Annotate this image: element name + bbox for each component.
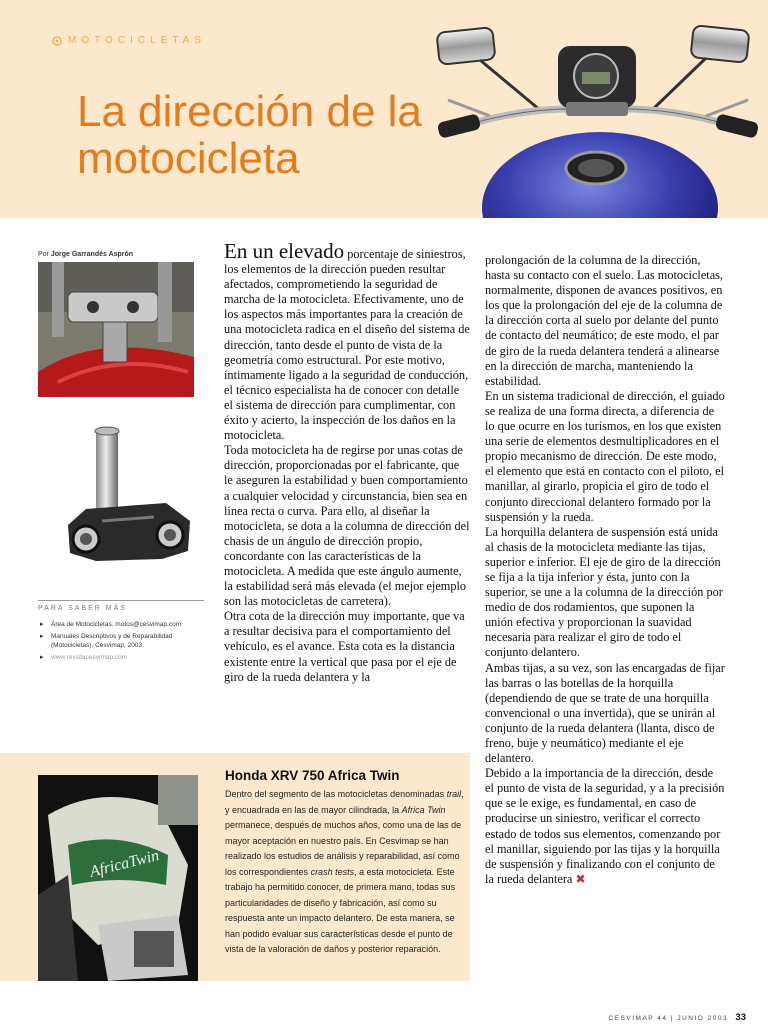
end-mark-icon: ✖ xyxy=(575,871,586,886)
list-item: ▸ Manuales Descriptivos y de Reparabilidad (Motocicletas). Cesvimap, 2003 xyxy=(38,632,204,650)
honda-title: Honda XRV 750 Africa Twin xyxy=(225,768,400,783)
article-column-3 xyxy=(485,253,725,887)
author-byline xyxy=(38,251,133,258)
list-item[interactable]: ▸ Área de Motocicletas. motos@cesvimap.com xyxy=(38,620,204,629)
lead-in: En un elevado xyxy=(224,239,345,263)
article-paragraph: La horquilla delantera de suspensión está unida al chasis de la motocicleta mediante las tijas, superior e inferior. El eje de giro de la dirección se fija a la tija inferior y ésta, junto con la superior, se une a la columna de la dirección por medio de dos rodamientos, que suponen la unión efectiva y proporcionan la suavidad necesaria para realizar el giro de todo el conjunto delantero. xyxy=(485,524,723,660)
page-title: La dirección de la motocicleta xyxy=(77,87,422,183)
page-footer xyxy=(609,1012,746,1023)
further-reading-list xyxy=(38,620,204,662)
target-icon xyxy=(52,36,62,46)
article-paragraph: En un elevado porcentaje de siniestros, los elementos de la dirección pueden resultar afectados, comprometiendo la seguridad de marcha de la motocicleta. Efectivamente, uno de los aspectos más importantes para la creación de una motocicleta radica en el diseño del sistema de dirección, tanto desde el punto de vista de la geometría como estructural. Por este motivo, íntimamente ligado a la seguridad de conducción, el técnico especialista ha de conocer con detalle el sistema de dirección para cumplimentar, con éxito y acierto, la inspección de los daños en la motocicleta. xyxy=(224,239,470,443)
article-paragraph: Debido a la importancia de la dirección, desde el punto de vista de la seguridad, y a la precisión que se le exige, es fundamental, en caso de producirse un siniestro, verificar el correcto estado de todos sus elementos, comenzando por el manillar, siguiendo por las tijas y la horquilla de suspensión y finalizando con el conjunto de la rueda delantera ✖ xyxy=(485,766,725,886)
africa-twin-photo xyxy=(38,775,198,981)
article-paragraph: Toda motocicleta ha de regirse por unas cotas de dirección, proporcionadas por el fabricante, que le aseguren la estabilidad y buen comportamiento a cualquier velocidad y circunstancia, bien sea en línea recta o curva. Para ello, al diseñar la motocicleta, se dota a la columna de dirección del chasis de un ángulo de dirección propio, concordante con las características de la motocicleta. A medida que este ángulo aumente, la estabilidad será más elevada (el mejor ejemplo son las motocicletas de carretera). xyxy=(224,443,470,609)
issue-label: CESVIMAP 44 | JUNIO 2003 xyxy=(608,1015,729,1022)
article-paragraph: Ambas tijas, a su vez, son las encargadas de fijar las barras o las botellas de la horquilla (dependiendo de que se trate de una horquilla convencional o una invertida), que se unirán al conjunto de la rueda delantera (llanta, disco de freno, buje y neumático) mediante el eje delantero. xyxy=(485,660,725,766)
motorcycle-handlebar-photo xyxy=(430,18,768,218)
author-name: Jorge Garrandés Asprón xyxy=(50,251,134,258)
article-paragraph: Otra cota de la dirección muy importante, que va a resultar decisiva para el comportamiento del vehículo, es el avance. Esta cota es la distancia existente entre la vertical que pasa por el eje de giro de la rueda delantera y la xyxy=(224,609,465,684)
header-band xyxy=(0,0,768,218)
website-link[interactable]: ▸ www.revistacesvimap.com xyxy=(38,653,204,662)
svg-text:AfricaTwin: AfricaTwin xyxy=(88,847,161,881)
article-paragraph: En un sistema tradicional de dirección, el guiado se realiza de una forma directa, a diferencia de lo que ocurre en los turismos, en los que existen una serie de elementos desmultiplicadores en el propio mecanismo de dirección. De este modo, el elemento que está en contacto con el piloto, el manillar, al girarlo, propicia el giro de todo el conjunto direccional delantero formado por la suspensión y la rueda. xyxy=(485,388,725,524)
further-reading-box xyxy=(38,600,204,665)
further-reading-title: PARA SABER MÁS xyxy=(38,605,127,612)
section-label: MOTOCICLETAS xyxy=(68,35,206,46)
article-column-2 xyxy=(224,239,470,685)
page-number: 33 xyxy=(735,1012,746,1023)
author-prefix: Por xyxy=(38,251,49,258)
handlebar-closeup-photo xyxy=(38,262,194,397)
steering-stem-photo xyxy=(66,425,192,565)
article-paragraph: prolongación de la columna de la dirección, hasta su contacto con el suelo. Las motocicletas, normalmente, disponen de avances positivos, en los que la prolongación del eje de la columna de la dirección corta al suelo por delante del punto de contacto del neumático; de este modo, el par de giro de la rueda delantera tenderá a alinearse en la dirección de marcha, manteniendo la estabilidad. xyxy=(485,253,724,388)
honda-text: Dentro del segmento de las motocicletas denominadas trail, y encuadrada en las de mayor cilindrada, la Africa Twin permanece, después de muchos años, como una de las de mayor aceptación en nuestro país. En Cesvimap se han realizado los estudios de análisis y reparabilidad, así como los correspondientes crash tests, a esta motocicleta. Este trabajo ha permitido conocer, de primera mano, todas sus particularidades de diseño y fabricación, así como su respuesta ante un impacto delantero. De esta manera, se han podido evaluar sus características desde el punto de vista de la valoración de daños y posterior reparación. xyxy=(225,789,464,954)
